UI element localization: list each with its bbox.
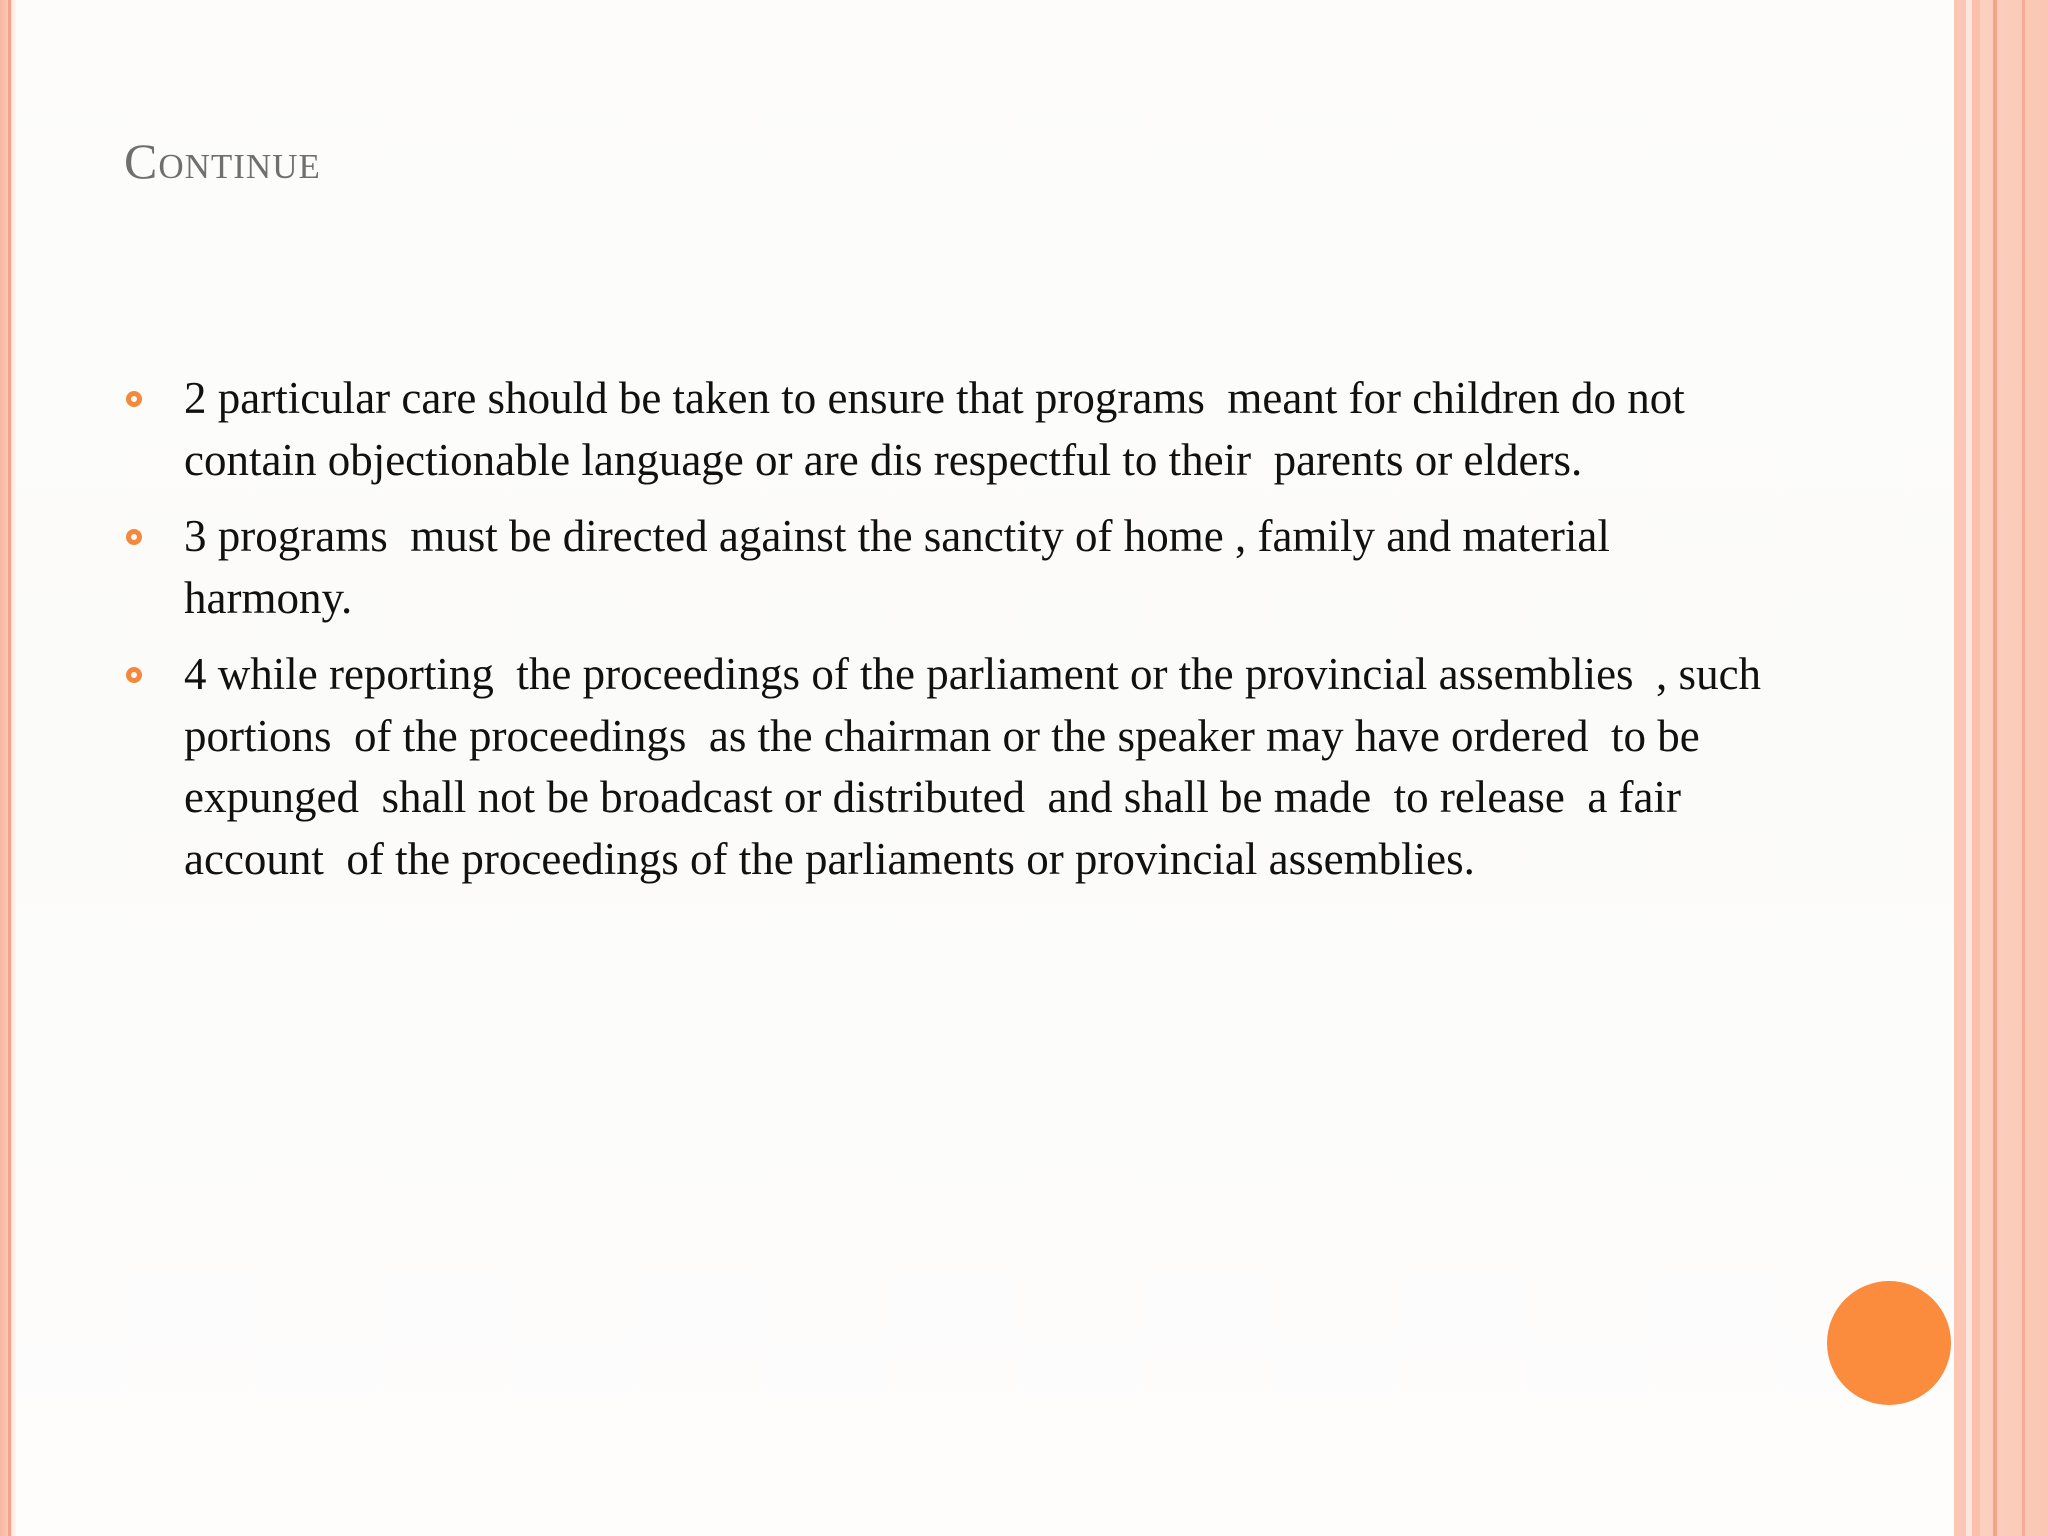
ring-bullet-icon <box>126 667 142 683</box>
slide-title: Continue <box>124 133 321 189</box>
ring-bullet-icon <box>126 529 142 545</box>
bullet-text: 3 programs must be directed against the sanctity of home , family and material harmony. <box>184 511 1622 623</box>
right-border-stripe <box>1954 0 1966 1536</box>
bullet-text: 2 particular care should be taken to ensure that programs meant for children do not contain objectionable language or are dis respectful to their parents or elders. <box>184 373 1696 485</box>
ring-bullet-icon <box>126 391 142 407</box>
bullet-text: 4 while reporting the proceedings of the parliament or the provincial assemblies , such portions of the proceedings as the chairman or the speaker may have ordered to be expunged shall not be broadcast or distributed and shall be made to release a fair account of the proceedings of the parliaments or provincial assemblies. <box>184 649 1773 884</box>
bullet-item <box>120 644 1780 890</box>
decorative-orange-circle <box>1827 1281 1951 1405</box>
right-border-line <box>2022 0 2025 1536</box>
bullet-item <box>120 506 1780 629</box>
right-border-stripe <box>1972 0 1980 1536</box>
right-border-band <box>1980 0 2048 1536</box>
left-border-line <box>8 0 11 1536</box>
bullet-list <box>120 368 1780 905</box>
bullet-item <box>120 368 1780 491</box>
right-border-line <box>1993 0 1997 1536</box>
